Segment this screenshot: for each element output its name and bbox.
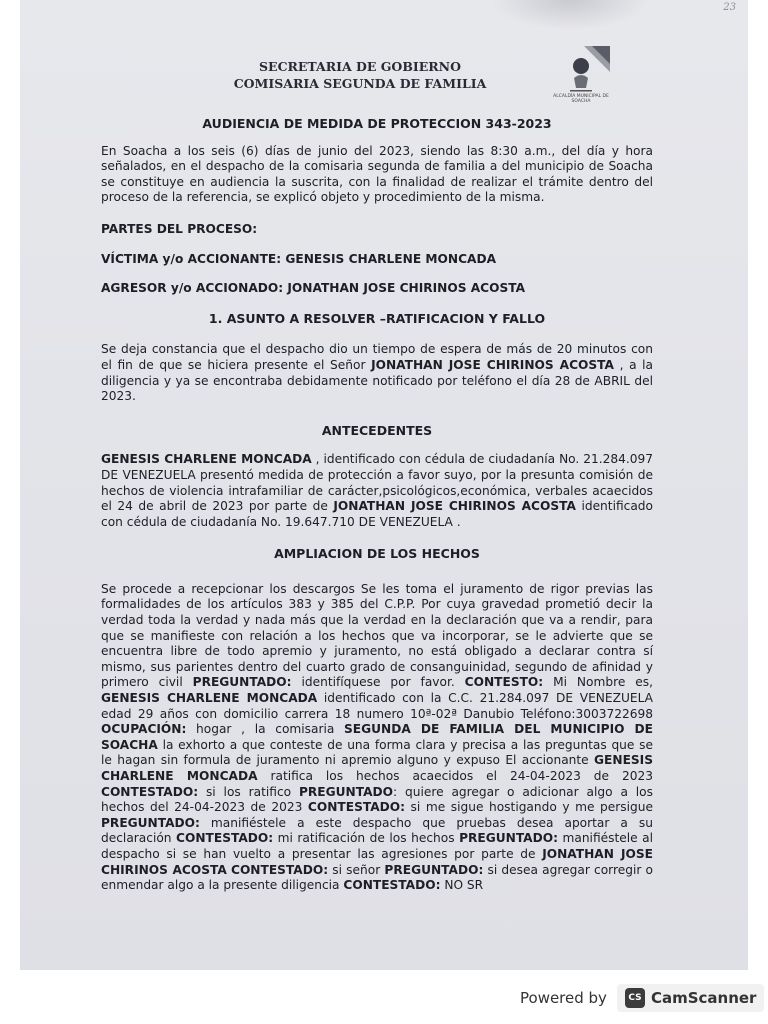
asunto-heading: 1. ASUNTO A RESOLVER –RATIFICACION Y FALLO — [208, 310, 546, 326]
camscanner-icon: CS — [625, 988, 645, 1008]
ampliacion-paragraph: Se procede a recepcionar los descargos Se les toma el juramento de rigor previas las formalidades de los artículos 383 y 385 del C.P.P. Por cuya gravedad prometió decir la verdad toda la verdad y nada más que la verdad en la declaración que va a rendir, para que se manifieste con relación a los hechos que va incorporar, se le advierte que se encuentra libre de todo apremio y juramento, no está obligado a declarar contra sí mismo, sus parientes dentro del cuarto grado de consanguinidad, segundo de afinidad y primero civil PREGUNTADO: identifíquese por favor. CONTESTO: Mi Nombre es, GENESIS CHARLENE MONCADA identificado con la C.C. 21.284.097 DE VENEZUELA edad 29 años con domicilio carrera 18 numero 10ª-02ª Danubio Teléfono:3003722698 OCUPACIÓN: hogar , la comisaria SEGUNDA DE FAMILIA DEL MUNICIPIO DE SOACHA la exhorto a que conteste de una forma clara y precisa a las preguntas que se le hagan sin formula de juramento ni apremio alguno y expuso El accionante GENESIS CHARLENE MONCADA ratifica los hechos acaecidos el 24-04-2023 de 2023 CONTESTADO: si los ratifico PREGUNTADO: quiere agregar o adicionar algo a los hechos del 24-04-2023 de 2023 CONTESTADO: si me sigue hostigando y me persigue PREGUNTADO: manifiéstele a este despacho que pruebas desea aportar a su declaración CONTESTADO: mi ratificación de los hechos PREGUNTADO: manifiéstele al despacho si se han vuelto a presentar las agresiones por parte de JONATHAN JOSE CHIRINOS ACOSTA CONTESTADO: si señor PREGUNTADO: si desea agregar corregir o enmendar algo a la presente diligencia CONTESTADO: NO SR — [101, 581, 653, 893]
camscanner-badge — [617, 984, 765, 1012]
camscanner-watermark — [520, 984, 764, 1012]
document-header — [230, 58, 490, 92]
camscanner-brand: CamScanner — [650, 989, 757, 1007]
scan-shadow — [490, 0, 650, 30]
page-number-mark: 23 — [723, 2, 736, 13]
agresor-line: AGRESOR y/o ACCIONADO: JONATHAN JOSE CHIRINOS ACOSTA — [101, 281, 526, 296]
powered-by-label: Powered by — [520, 989, 607, 1007]
partes-label: PARTES DEL PROCESO: — [101, 221, 258, 236]
document-body — [101, 112, 653, 894]
intro-paragraph: En Soacha a los seis (6) días de junio del 2023, siendo las 8:30 a.m., del día y hora señalados, en el despacho de la comisaria segunda de familia a del municipio de Soacha se constituye en audiencia la suscrita, con la finalidad de realizar el trámite dentro del proceso de la referencia, se explicó objeto y procedimiento de la misma. — [101, 143, 653, 205]
document-title: AUDIENCIA DE MEDIDA DE PROTECCION 343-2023 — [202, 116, 552, 131]
victima-line: VÍCTIMA y/o ACCIONANTE: GENESIS CHARLENE MONCADA — [101, 251, 496, 266]
asunto-paragraph: Se deja constancia que el despacho dio un tiempo de espera de más de 20 minutos con el fin de que se hiciera presente el Señor JONATHAN JOSE CHIRINOS ACOSTA , a la diligencia y ya se encontraba debidamente notificado por teléfono el día 28 de ABRIL del 2023. — [101, 342, 653, 404]
antecedentes-paragraph: GENESIS CHARLENE MONCADA , identificado con cédula de ciudadanía No. 21.284.097 DE VENEZUELA presentó medida de protección a favor suyo, por la presunta comisión de hechos de violencia intrafamiliar de carácter,psicológicos,económica, verbales acaecidos el 24 de abril de 2023 por parte de JONATHAN JOSE CHIRINOS ACOSTA identificado con cédula de ciudadanía No. 19.647.710 DE VENEZUELA . — [101, 452, 654, 529]
antecedentes-heading: ANTECEDENTES — [321, 422, 433, 438]
header-secretaria: SECRETARIA DE GOBIERNO — [259, 59, 461, 74]
logo-caption: ALCALDÍA MUNICIPAL DE SOACHA — [553, 94, 609, 104]
ampliacion-heading: AMPLIACION DE LOS HECHOS — [274, 546, 480, 562]
header-comisaria: COMISARIA SEGUNDA DE FAMILIA — [233, 76, 487, 91]
